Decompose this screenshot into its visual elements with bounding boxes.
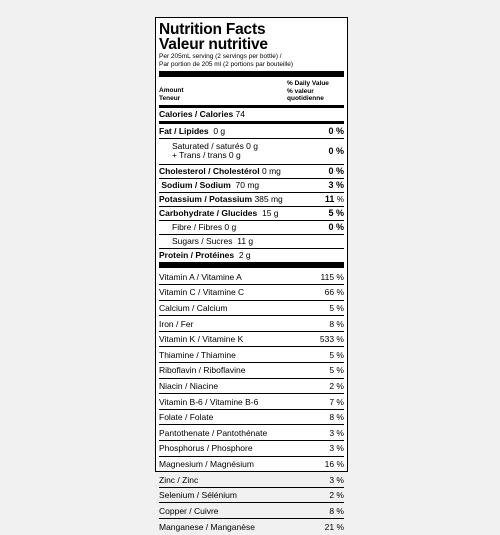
potassium-row	[159, 193, 344, 207]
vitamin-dv: 7 %	[329, 396, 344, 407]
cholesterol-label: Cholesterol / Cholestérol	[159, 166, 260, 176]
sodium-row	[159, 179, 344, 193]
serving-fr: Par portion de 205 ml (2 portions par bouteille)	[159, 60, 294, 68]
calories-row	[159, 108, 344, 124]
protein-label: Protein / Protéines	[159, 250, 235, 260]
column-header	[159, 77, 344, 108]
calories-value: 74	[235, 109, 246, 119]
vitamin-name: Calcium / Calcium	[159, 302, 228, 313]
carbohydrate-amount: 15 g	[261, 208, 279, 218]
trans-label: + Trans / trans 0 g	[172, 150, 241, 160]
sodium-label: Sodium / Sodium	[161, 180, 231, 190]
vitamin-row	[159, 441, 344, 457]
vitamin-mineral-list	[159, 270, 344, 535]
vitamin-name: Manganese / Manganèse	[159, 521, 255, 532]
vitamin-dv: 21 %	[324, 521, 344, 532]
vitamin-row	[159, 503, 344, 519]
dv-header-fr2: quotidienne	[287, 95, 324, 102]
sodium-dv: 3 %	[328, 180, 344, 190]
vitamin-name: Vitamin B-6 / Vitamine B-6	[159, 396, 259, 407]
nutrition-facts-label	[155, 17, 348, 532]
vitamin-dv: 3 %	[329, 427, 344, 438]
vitamin-dv: 5 %	[329, 349, 344, 360]
vitamin-dv: 8 %	[329, 318, 344, 329]
potassium-dv: 11 %	[324, 194, 344, 204]
amount-header-fr: Teneur	[159, 94, 181, 102]
vitamin-row	[159, 301, 344, 317]
fat-dv: 0 %	[328, 125, 344, 136]
cholesterol-dv: 0 %	[328, 166, 344, 176]
fibre-label: Fibre / Fibres 0 g	[172, 222, 237, 232]
vitamin-row	[159, 316, 344, 332]
vitamin-row	[159, 425, 344, 441]
vitamin-row	[159, 363, 344, 379]
vitamin-row	[159, 410, 344, 426]
title-en: Nutrition Facts	[159, 21, 266, 38]
vitamin-name: Phosphorus / Phosphore	[159, 443, 253, 454]
vitamin-name: Riboflavin / Riboflavine	[159, 365, 246, 376]
vitamin-row	[159, 285, 344, 301]
vitamin-dv: 16 %	[324, 458, 344, 469]
vitamin-dv: 115 %	[320, 271, 344, 282]
vitamin-name: Magnesium / Magnésium	[159, 458, 254, 469]
fat-amount: 0 g	[213, 125, 226, 136]
vitamin-name: Niacin / Niacine	[159, 380, 219, 391]
vitamin-name: Vitamin A / Vitamine A	[159, 271, 242, 282]
calories-label: Calories / Calories	[159, 109, 234, 119]
saturated-label: Saturated / saturés 0 g	[172, 141, 258, 151]
saturated-dv: 0 %	[328, 146, 344, 156]
title-fr: Valeur nutritive	[159, 36, 268, 53]
vitamin-row	[159, 472, 344, 488]
dv-header-en: % Daily Value	[287, 80, 329, 87]
fat-row	[159, 124, 344, 139]
carbohydrate-row	[159, 207, 344, 221]
vitamin-row	[159, 379, 344, 395]
vitamin-name: Folate / Folate	[159, 412, 214, 423]
fat-label: Fat / Lipides	[159, 125, 209, 136]
vitamin-name: Iron / Fer	[159, 318, 194, 329]
vitamin-dv: 5 %	[329, 365, 344, 376]
potassium-amount: 385 mg	[254, 194, 283, 204]
vitamin-row	[159, 332, 344, 348]
vitamin-name: Zinc / Zinc	[159, 474, 199, 485]
daily-value-header	[287, 80, 344, 103]
vitamin-dv: 8 %	[329, 505, 344, 516]
vitamin-row	[159, 270, 344, 286]
vitamin-dv: 8 %	[329, 412, 344, 423]
vitamin-dv: 2 %	[329, 380, 344, 391]
sodium-amount: 70 mg	[235, 180, 260, 190]
protein-amount: 2 g	[238, 250, 251, 260]
vitamin-name: Copper / Cuivre	[159, 505, 219, 516]
vitamin-dv: 5 %	[329, 302, 344, 313]
vitamin-dv: 2 %	[329, 490, 344, 501]
vitamin-row	[159, 519, 344, 535]
fibre-dv: 0 %	[328, 222, 344, 232]
dv-header-fr1: % valeur	[287, 87, 314, 95]
vitamin-row	[159, 347, 344, 363]
vitamin-name: Pantothenate / Pantothénate	[159, 427, 268, 438]
vitamin-name: Thiamine / Thiamine	[159, 349, 236, 360]
sugars-row	[159, 235, 344, 249]
saturated-trans-row	[159, 139, 344, 165]
serving-en: Per 205mL serving (2 servings per bottle) /	[159, 53, 282, 60]
amount-header	[159, 80, 184, 103]
cholesterol-amount: 0 mg	[261, 166, 281, 176]
carbohydrate-label: Carbohydrate / Glucides	[159, 208, 258, 218]
vitamin-dv: 533 %	[319, 334, 344, 345]
vitamin-row	[159, 457, 344, 473]
sugars-amount: 11 g	[237, 236, 254, 246]
amount-header-en: Amount	[159, 87, 184, 94]
vitamin-name: Vitamin C / Vitamine C	[159, 287, 245, 298]
vitamin-row	[159, 394, 344, 410]
vitamin-dv: 66 %	[324, 287, 344, 298]
serving-size	[159, 53, 344, 77]
protein-row	[159, 249, 344, 268]
vitamin-name: Selenium / Sélénium	[159, 490, 237, 501]
sugars-label: Sugars / Sucres	[172, 236, 233, 246]
potassium-label: Potassium / Potassium	[159, 194, 253, 204]
vitamin-dv: 3 %	[329, 474, 344, 485]
vitamin-row	[159, 488, 344, 504]
carbohydrate-dv: 5 %	[328, 208, 344, 218]
cholesterol-row	[159, 165, 344, 179]
vitamin-dv: 3 %	[329, 443, 344, 454]
vitamin-name: Vitamin K / Vitamine K	[159, 334, 244, 345]
fibre-row	[159, 221, 344, 235]
